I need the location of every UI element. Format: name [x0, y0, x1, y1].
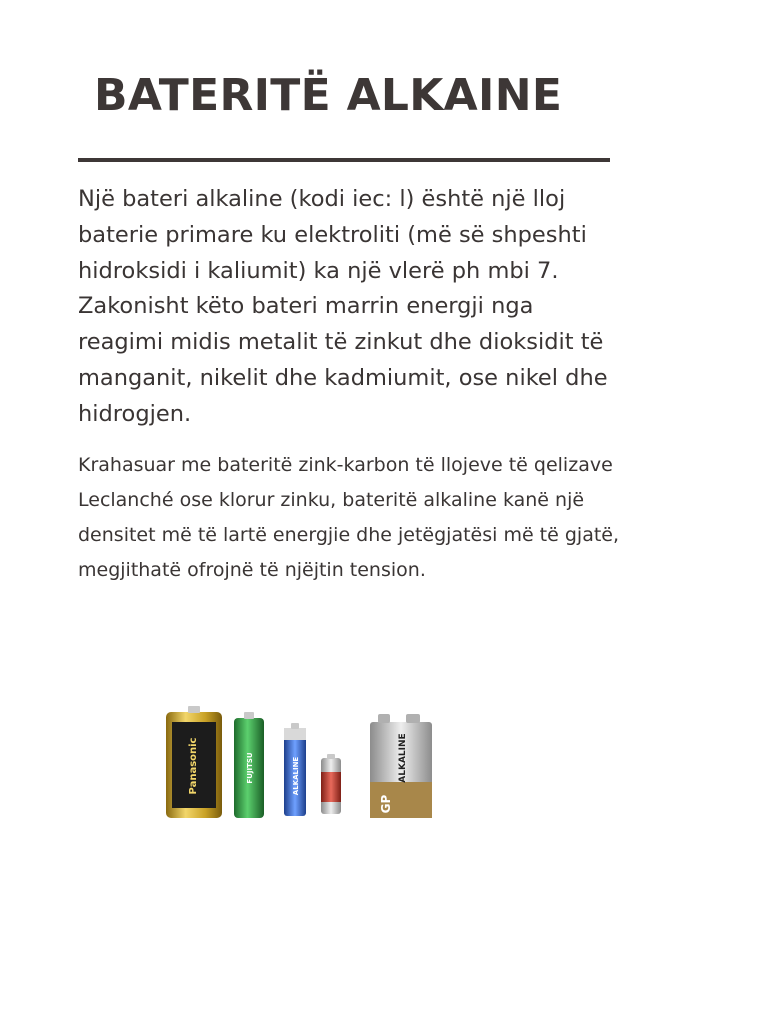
c-cell-battery — [234, 712, 264, 818]
gp-alkaline-label: ALKALINE — [398, 733, 408, 783]
panasonic-label: Panasonic — [188, 737, 199, 795]
aaa-battery — [284, 723, 306, 816]
gp-logo-label: GP — [379, 794, 393, 814]
title-divider — [78, 158, 610, 162]
fujitsu-label: FUJITSU — [246, 752, 254, 784]
small-battery — [321, 754, 341, 814]
intro-paragraph: Një bateri alkaline (kodi iec: l) është një lloj baterie primare ku elektroliti (më së shpeshti hidroksidi i kaliumit) ka një vlerë ph mbi 7. Zakonisht këto bateri marrin energji nga reagimi midis metalit të zinkut dhe dioksidit të manganit, nikelit dhe kadmiumit, ose nikel dhe hidrogjen. — [78, 186, 608, 427]
alkaline-aaa-label: ALKALINE — [292, 756, 300, 796]
comparison-paragraph: Krahasuar me bateritë zink-karbon të llojeve të qelizave Leclanché ose klorur zinku, bateritë alkaline kanë një densitet më të lartë energjie dhe jetëgjatësi më të gjatë, megjithatë ofrojnë të njëjtin tension. — [78, 454, 620, 581]
d-cell-battery — [166, 706, 222, 818]
page-title: BATERITË ALKAINE — [94, 70, 563, 121]
nine-volt-battery — [370, 714, 432, 818]
batteries-image — [158, 700, 448, 830]
